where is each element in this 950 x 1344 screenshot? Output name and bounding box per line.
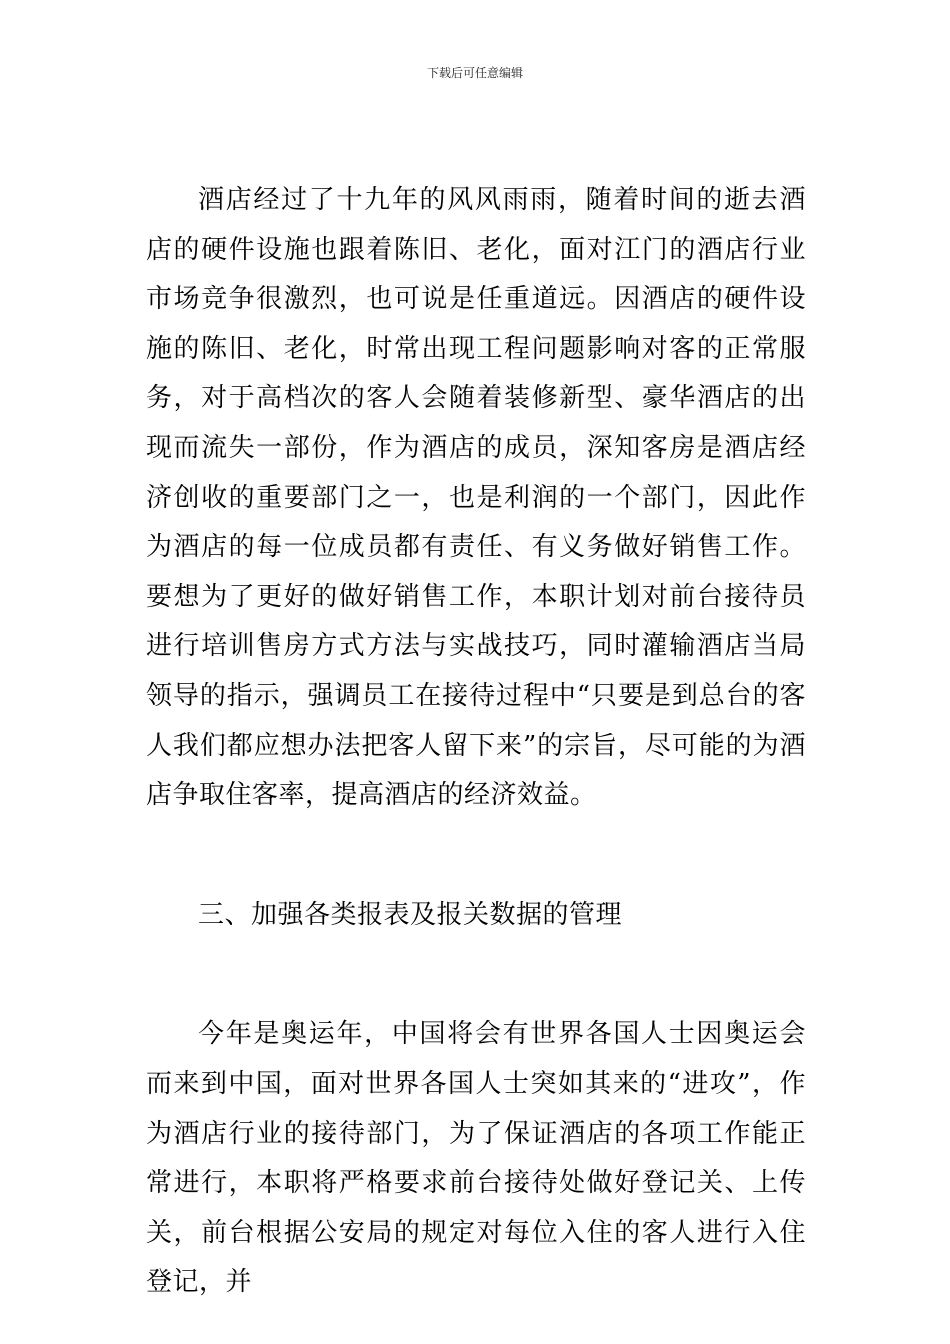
paragraph-olympics-registration: 今年是奥运年，中国将会有世界各国人士因奥运会而来到中国，面对世界各国人士突如其来的“进攻”，作为酒店行业的接待部门，为了保证酒店的各项工作能正常进行，本职将严格要求前台接待处做好登记关、上传关，前台根据公安局的规定对每位入住的客人进行入住登记，并 (146, 1019, 806, 1298)
paragraph-spacer (146, 821, 806, 891)
section-heading: 三、加强各类报表及报关数据的管理 (198, 899, 623, 930)
header-note: 下载后可任意编辑 (426, 66, 523, 80)
paragraph-spacer (146, 940, 806, 1010)
document-body (146, 176, 806, 1308)
paragraph-hotel-sales: 酒店经过了十九年的风风雨雨，随着时间的逝去酒店的硬件设施也跟着陈旧、老化，面对江门的酒店行业市场竞争很激烈，也可说是任重道远。因酒店的硬件设施的陈旧、老化，时常出现工程问题影响对客的正常服务，对于高档次的客人会随着装修新型、豪华酒店的出现而流失一部份，作为酒店的成员，深知客房是酒店经济创收的重要部门之一，也是利润的一个部门，因此作为酒店的每一位成员都有责任、有义务做好销售工作。要想为了更好的做好销售工作，本职计划对前台接待员进行培训售房方式方法与实战技巧，同时灌输酒店当局领导的指示，强调员工在接待过程中“只要是到总台的客人我们都应想办法把客人留下来”的宗旨，尽可能的为酒店争取住客率，提高酒店的经济效益。 (146, 185, 806, 811)
